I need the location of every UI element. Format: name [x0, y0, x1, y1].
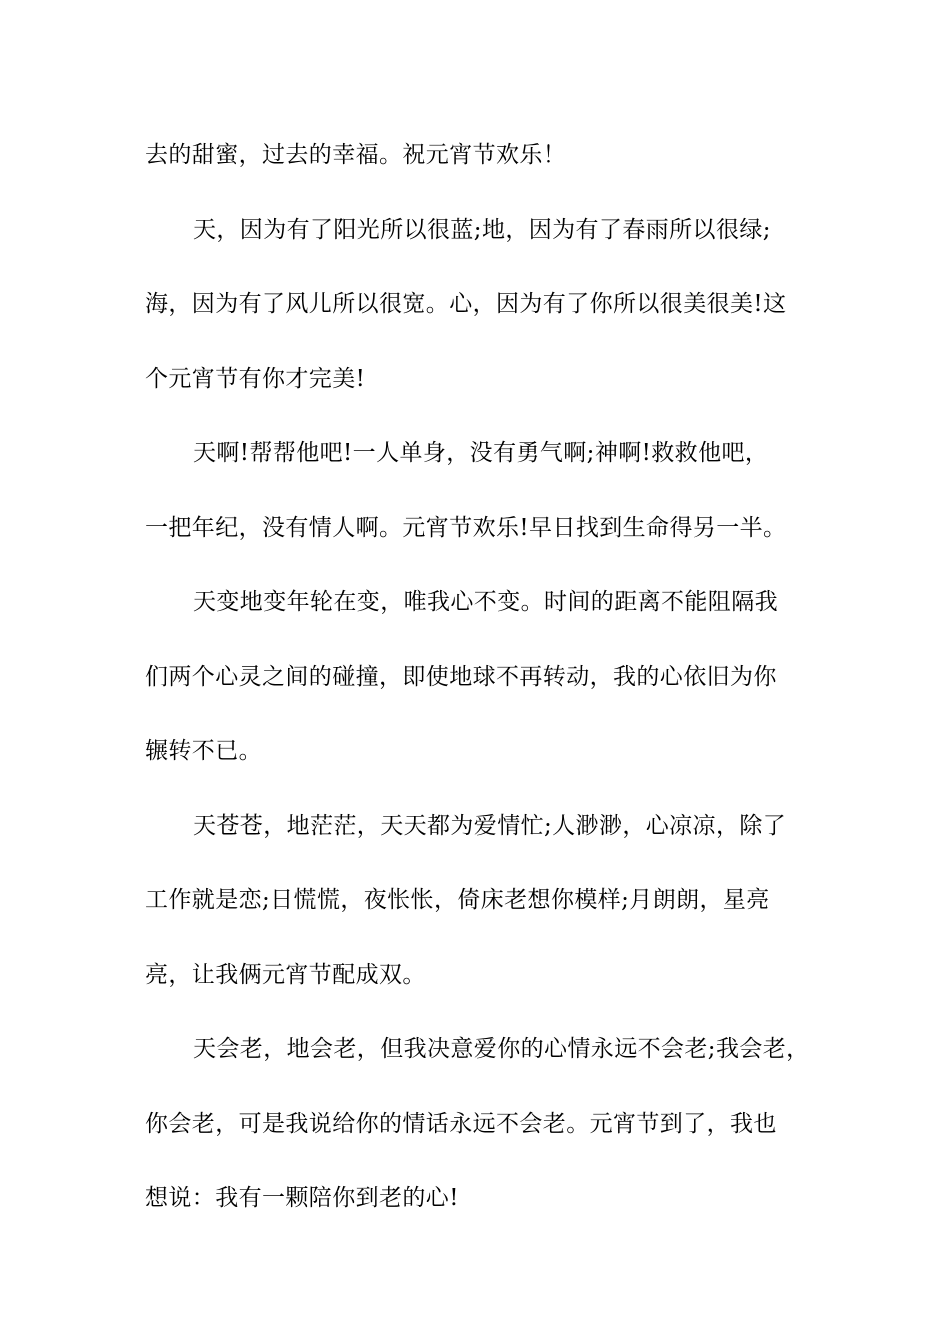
text-line: 去的甜蜜，过去的幸福。祝元宵节欢乐！ [145, 142, 567, 168]
text-line: 你会老，可是我说给你的情话永远不会老。元宵节到了，我也 [145, 1110, 777, 1137]
text-line: 海，因为有了风儿所以很宽。心，因为有了你所以很美很美!这 [145, 291, 787, 317]
document-body [145, 132, 825, 1250]
text-line: 天会老，地会老，但我决意爱你的心情永远不会老;我会老， [193, 1036, 810, 1062]
text-line: 天啊!帮帮他吧!一人单身，没有勇气啊;神啊!救救他吧， [193, 440, 769, 466]
text-line: 天，因为有了阳光所以很蓝;地，因为有了春雨所以很绿; [193, 216, 771, 243]
text-line: 们两个心灵之间的碰撞，即使地球不再转动，我的心依旧为你 [145, 663, 777, 690]
text-line: 天苍苍，地茫茫，天天都为爱情忙;人渺渺，心凉凉，除了 [193, 812, 787, 839]
text-line: 工作就是恋;日慌慌，夜怅怅，倚床老想你模样;月朗朗，星亮 [145, 887, 770, 913]
text-line: 一把年纪，没有情人啊。元宵节欢乐!早日找到生命得另一半。 [145, 514, 787, 541]
text-line: 想说：我有一颗陪你到老的心! [145, 1185, 459, 1211]
text-line: 辗转不已。 [145, 738, 262, 764]
text-line: 个元宵节有你才完美! [145, 365, 366, 392]
text-line: 亮，让我俩元宵节配成双。 [145, 961, 426, 988]
text-line: 天变地变年轮在变，唯我心不变。时间的距离不能阻隔我 [193, 589, 778, 615]
